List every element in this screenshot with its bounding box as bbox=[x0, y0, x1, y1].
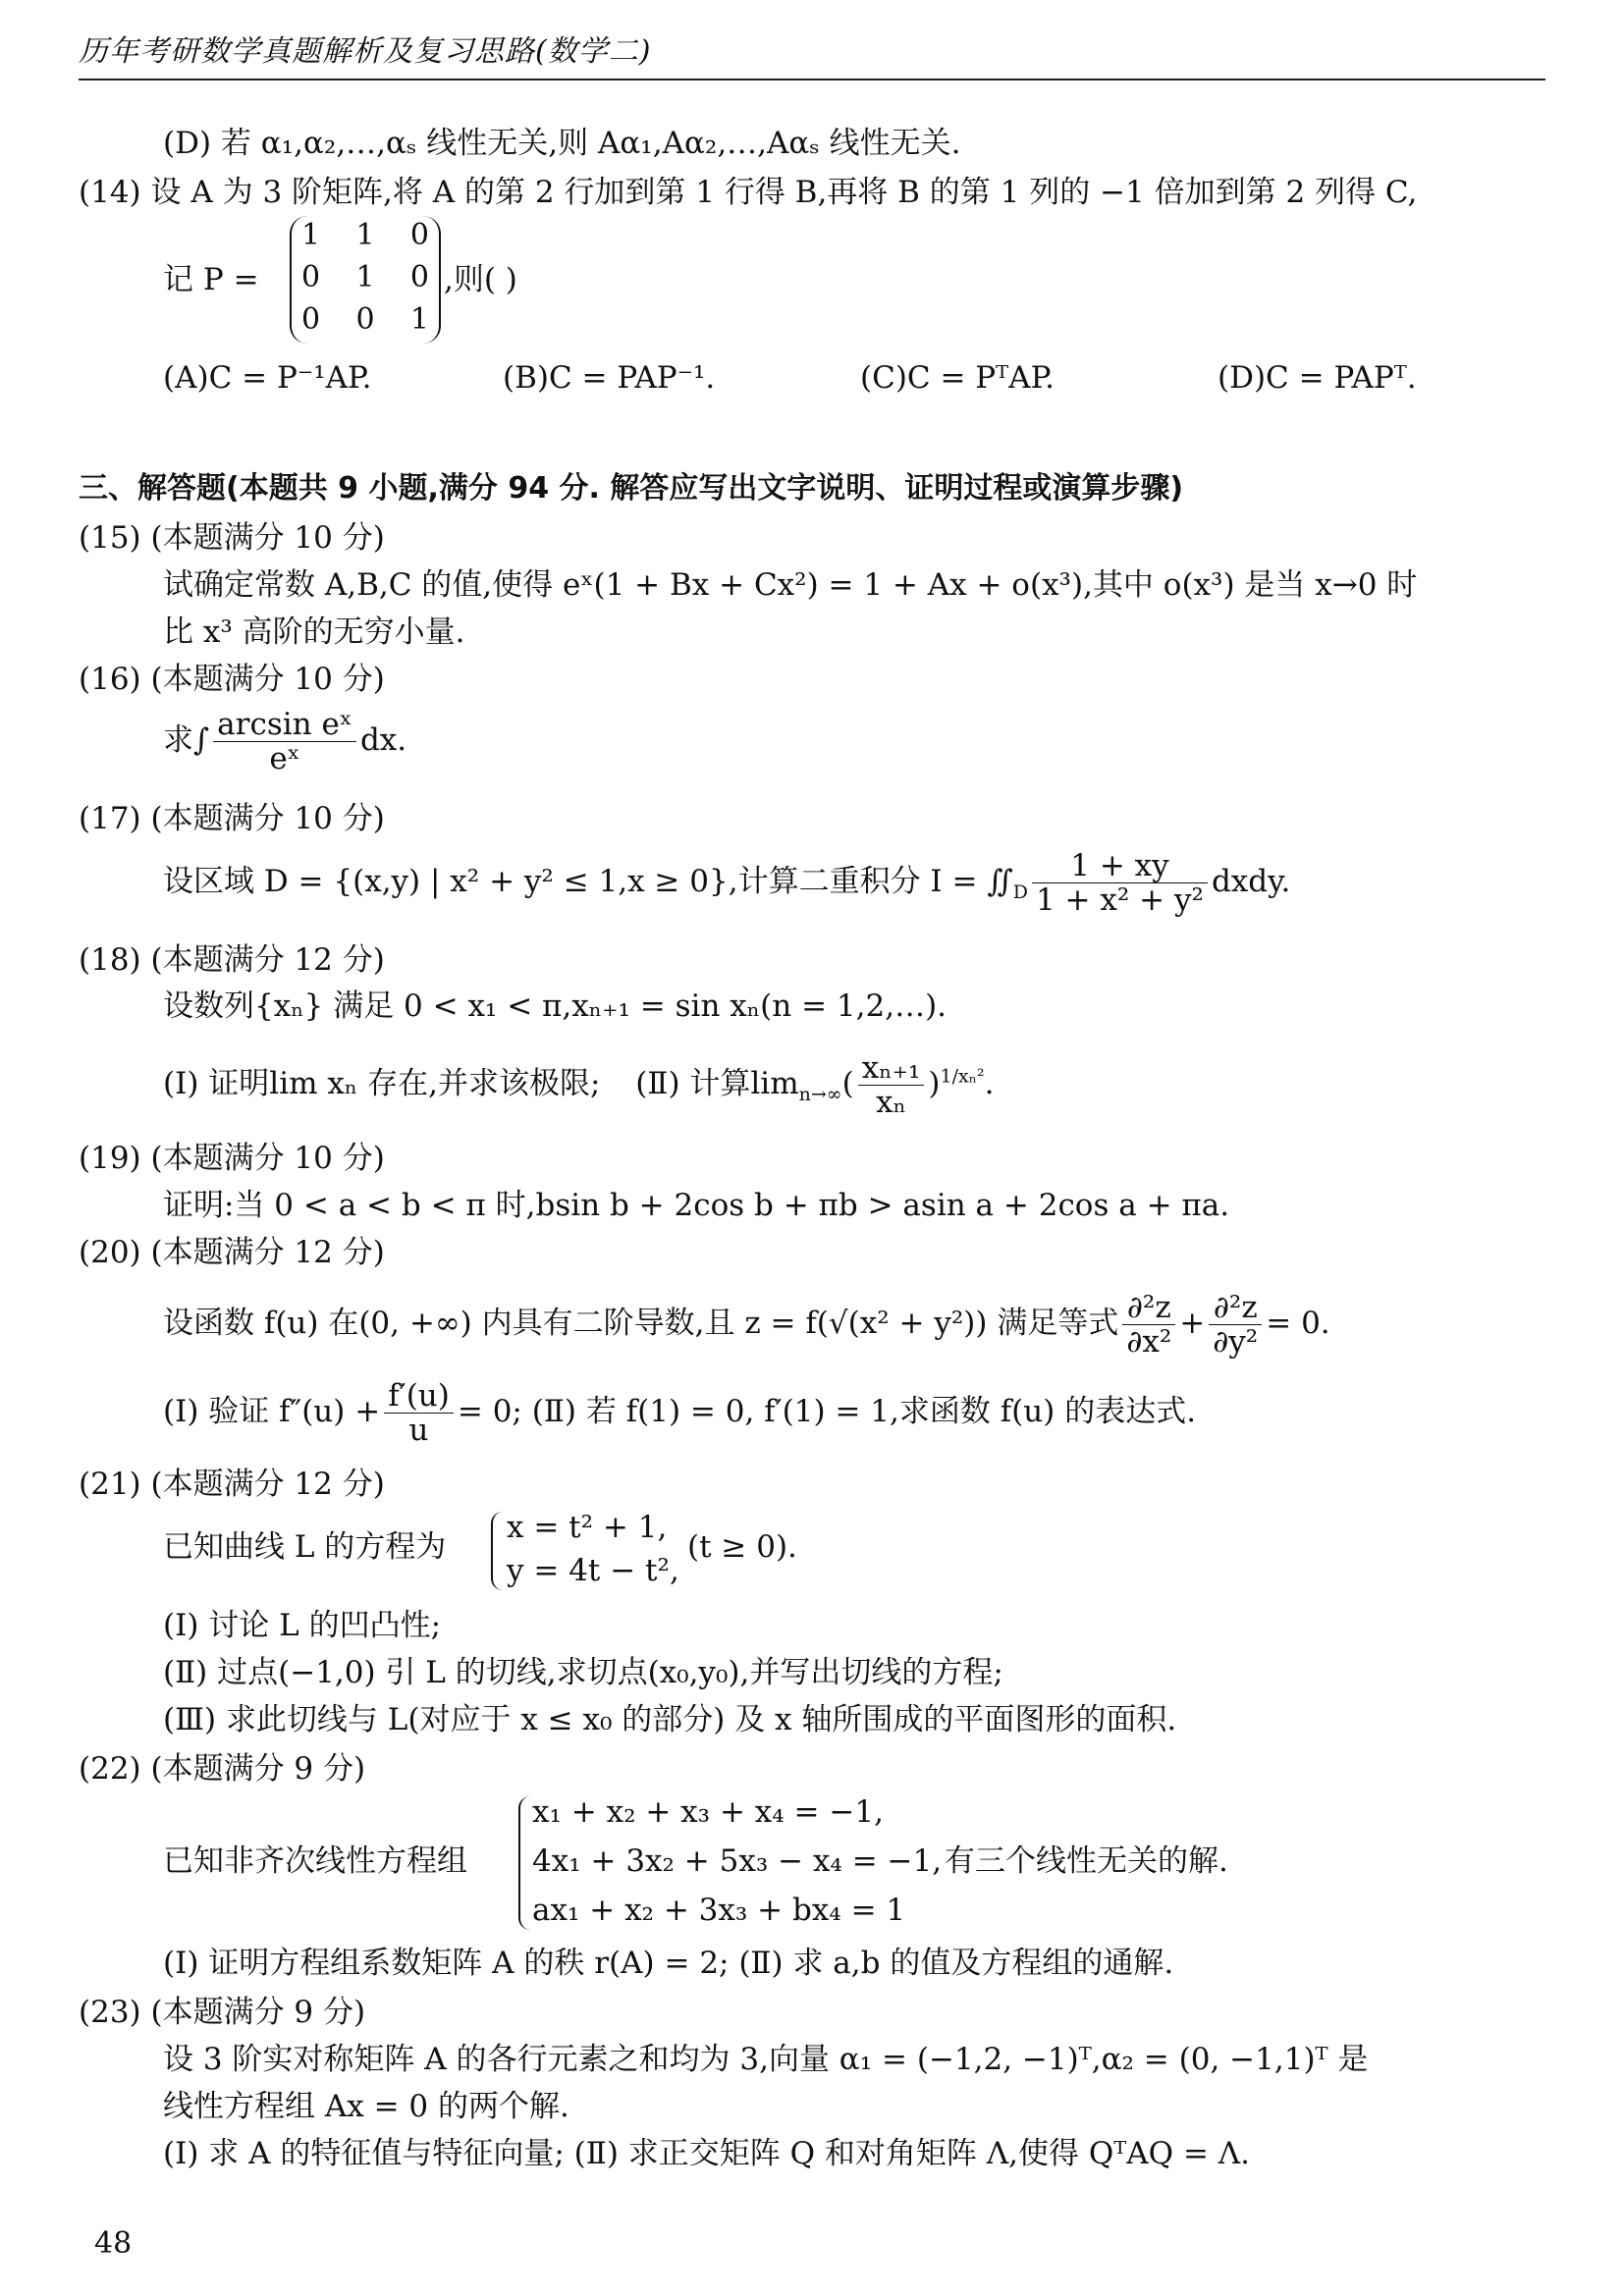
q21-case-1: x = t² + 1, bbox=[507, 1510, 668, 1545]
q20-fraction-u bbox=[384, 1379, 454, 1447]
q14-option-b: (B)C = PAP⁻¹. bbox=[503, 360, 716, 396]
q16-dx: dx. bbox=[359, 722, 407, 758]
q17-region-text: 设区域 D = {(x,y) | x² + y² ≤ 1,x ≥ 0},计算二重积分 I = ∬ bbox=[163, 864, 1013, 899]
matrix-cell: 1 bbox=[301, 218, 321, 252]
q20-fraction-u-num: f′(u) bbox=[384, 1379, 454, 1414]
q14-p-tail: ,则( ) bbox=[444, 262, 517, 297]
q16-numerator: arcsin eˣ bbox=[213, 708, 356, 742]
q13-option-d: (D) 若 α₁,α₂,…,αₛ 线性无关,则 Aα₁,Aα₂,…,Aαₛ 线性无关. bbox=[163, 126, 961, 161]
q20-part-2: = 0; (Ⅱ) 若 f(1) = 0, f′(1) = 1,求函数 f(u) 的表达式. bbox=[457, 1394, 1197, 1429]
q17-integral-sub: D bbox=[1012, 881, 1028, 904]
q14-option-d: (D)C = PAPᵀ. bbox=[1218, 360, 1417, 396]
q22-parts: (Ⅰ) 证明方程组系数矩阵 A 的秩 r(A) = 2; (Ⅱ) 求 a,b 的值及方程组的通解. bbox=[163, 1946, 1174, 1981]
q22-equation-3: ax₁ + x₂ + 3x₃ + bx₄ = 1 bbox=[532, 1893, 906, 1928]
q18-exponent: 1/xₙ² bbox=[940, 1065, 985, 1088]
q18-numerator: xₙ₊₁ bbox=[858, 1051, 925, 1086]
q23-line-2: 线性方程组 Ax = 0 的两个解. bbox=[163, 2089, 569, 2124]
running-header: 历年考研数学真题解析及复习思路(数学二) bbox=[79, 26, 1545, 80]
q17-heading: (17) (本题满分 10 分) bbox=[79, 801, 385, 836]
q16-denominator: eˣ bbox=[269, 741, 300, 776]
q21-part-3: (Ⅲ) 求此切线与 L(对应于 x ≤ x₀ 的部分) 及 x 轴所围成的平面图形的面积. bbox=[163, 1702, 1177, 1737]
q15-line-2: 比 x³ 高阶的无穷小量. bbox=[163, 614, 465, 650]
q18-part-2: (Ⅱ) 计算lim bbox=[635, 1066, 799, 1101]
q19-line-1: 证明:当 0 < a < b < π 时,bsin b + 2cos b + πb > asin a + 2cos a + πa. bbox=[163, 1188, 1230, 1223]
page-number: 48 bbox=[94, 2226, 133, 2261]
matrix-row bbox=[301, 260, 429, 294]
q18-heading: (18) (本题满分 12 分) bbox=[79, 942, 385, 978]
q21-part-2: (Ⅱ) 过点(−1,0) 引 L 的切线,求切点(x₀,y₀),并写出切线的方程; bbox=[163, 1655, 1003, 1690]
q20-heading: (20) (本题满分 12 分) bbox=[79, 1235, 385, 1270]
q22-brace bbox=[518, 1796, 530, 1930]
q20-line-2 bbox=[163, 1378, 1196, 1447]
q18-line-2: (Ⅰ) 证明lim xₙ 存在,并求该极限; (Ⅱ) 计算$\lim_{n\to\infty}$( $\frac{\text{xₙ₊₁}}{\text{xₙ}}$ )$^{1/x_n^2}$. bbox=[163, 1050, 995, 1120]
q17-dxdy: dxdy. bbox=[1211, 864, 1291, 899]
q23-heading: (23) (本题满分 9 分) bbox=[79, 1995, 366, 2030]
q17-numerator: 1 + xy bbox=[1032, 849, 1208, 883]
q21-heading: (21) (本题满分 12 分) bbox=[79, 1467, 385, 1502]
q18-denominator: xₙ bbox=[876, 1085, 907, 1120]
q16-expression bbox=[163, 707, 406, 775]
q21-part-1: (Ⅰ) 讨论 L 的凹凸性; bbox=[163, 1608, 442, 1643]
q21-post: (t ≥ 0). bbox=[687, 1529, 797, 1565]
q18-fraction bbox=[858, 1051, 925, 1119]
matrix-cell: 1 bbox=[355, 260, 375, 294]
matrix-cell: 0 bbox=[409, 260, 429, 294]
q22-post: 有三个线性无关的解. bbox=[945, 1843, 1228, 1879]
matrix-cell: 0 bbox=[301, 260, 321, 294]
q21-pre: 已知曲线 L 的方程为 bbox=[163, 1529, 447, 1565]
q20-line-1 bbox=[163, 1290, 1330, 1359]
q20-part-1: (Ⅰ) 验证 f″(u) + bbox=[163, 1394, 381, 1429]
q18-limit-sub: n→∞ bbox=[798, 1084, 842, 1106]
matrix-cell: 1 bbox=[355, 218, 375, 252]
matrix-cell: 0 bbox=[355, 302, 375, 337]
q22-heading: (22) (本题满分 9 分) bbox=[79, 1751, 366, 1787]
q20-fraction-y-den: ∂y² bbox=[1213, 1324, 1259, 1360]
q15-heading: (15) (本题满分 10 分) bbox=[79, 520, 385, 556]
q16-heading: (16) (本题满分 10 分) bbox=[79, 662, 385, 697]
q20-equals: = 0. bbox=[1266, 1306, 1330, 1341]
q16-integral: 求∫ bbox=[163, 722, 210, 758]
q15-line-1: 试确定常数 A,B,C 的值,使得 eˣ(1 + Bx + Cx²) = 1 + Ax + o(x³),其中 o(x³) 是当 x→0 时 bbox=[163, 567, 1418, 603]
q16-fraction bbox=[213, 708, 356, 775]
q18-line-1: 设数列{xₙ} 满足 0 < x₁ < π,xₙ₊₁ = sin xₙ(n = 1,2,…). bbox=[163, 988, 947, 1024]
q20-fraction-x bbox=[1122, 1291, 1175, 1359]
q17-fraction bbox=[1032, 849, 1208, 917]
q22-pre: 已知非齐次线性方程组 bbox=[163, 1843, 467, 1879]
q23-line-1: 设 3 阶实对称矩阵 A 的各行元素之和均为 3,向量 α₁ = (−1,2, −1)ᵀ,α₂ = (0, −1,1)ᵀ 是 bbox=[163, 2042, 1369, 2077]
q18-tail: . bbox=[984, 1066, 995, 1101]
section-heading: 三、解答题(本题共 9 小题,满分 94 分. 解答应写出文字说明、证明过程或演算步骤) bbox=[79, 471, 1184, 506]
q18-part-1: (Ⅰ) 证明lim xₙ 存在,并求该极限; bbox=[163, 1066, 601, 1101]
q20-fraction-y-num: ∂²z bbox=[1209, 1291, 1262, 1325]
q19-heading: (19) (本题满分 10 分) bbox=[79, 1141, 385, 1176]
q20-text: 设函数 f(u) 在(0, +∞) 内具有二阶导数,且 z = f(√(x² + y²)) 满足等式 bbox=[163, 1306, 1119, 1341]
q23-line-3: (Ⅰ) 求 A 的特征值与特征向量; (Ⅱ) 求正交矩阵 Q 和对角矩阵 Λ,使得 QᵀAQ = Λ. bbox=[163, 2136, 1251, 2171]
q20-fraction-x-den: ∂x² bbox=[1126, 1324, 1172, 1360]
q21-case-2: y = 4t − t², bbox=[507, 1553, 679, 1588]
q14-option-a: (A)C = P⁻¹AP. bbox=[163, 360, 372, 396]
q20-plus: + bbox=[1179, 1306, 1206, 1341]
matrix-cell: 1 bbox=[409, 302, 429, 337]
q22-equation-1: x₁ + x₂ + x₃ + x₄ = −1, bbox=[532, 1794, 884, 1830]
q17-expression bbox=[163, 848, 1290, 917]
matrix-cell: 0 bbox=[301, 302, 321, 337]
q21-brace bbox=[491, 1512, 503, 1590]
q14-matrix-p bbox=[290, 216, 441, 344]
matrix-cell: 0 bbox=[409, 218, 429, 252]
matrix-row bbox=[301, 302, 429, 337]
matrix-row bbox=[301, 218, 429, 252]
q20-fraction-u-den: u bbox=[408, 1413, 429, 1448]
q14-option-c: (C)C = PᵀAP. bbox=[860, 360, 1056, 396]
q14-p-label: 记 P = bbox=[163, 262, 259, 297]
q14-stem: (14) 设 A 为 3 阶矩阵,将 A 的第 2 行加到第 1 行得 B,再将 B 的第 1 列的 −1 倍加到第 2 列得 C, bbox=[79, 175, 1418, 210]
q20-fraction-y bbox=[1209, 1291, 1262, 1359]
q17-denominator: 1 + x² + y² bbox=[1035, 882, 1204, 918]
q20-fraction-x-num: ∂²z bbox=[1122, 1291, 1175, 1325]
q22-equation-2: 4x₁ + 3x₂ + 5x₃ − x₄ = −1, bbox=[532, 1843, 943, 1879]
